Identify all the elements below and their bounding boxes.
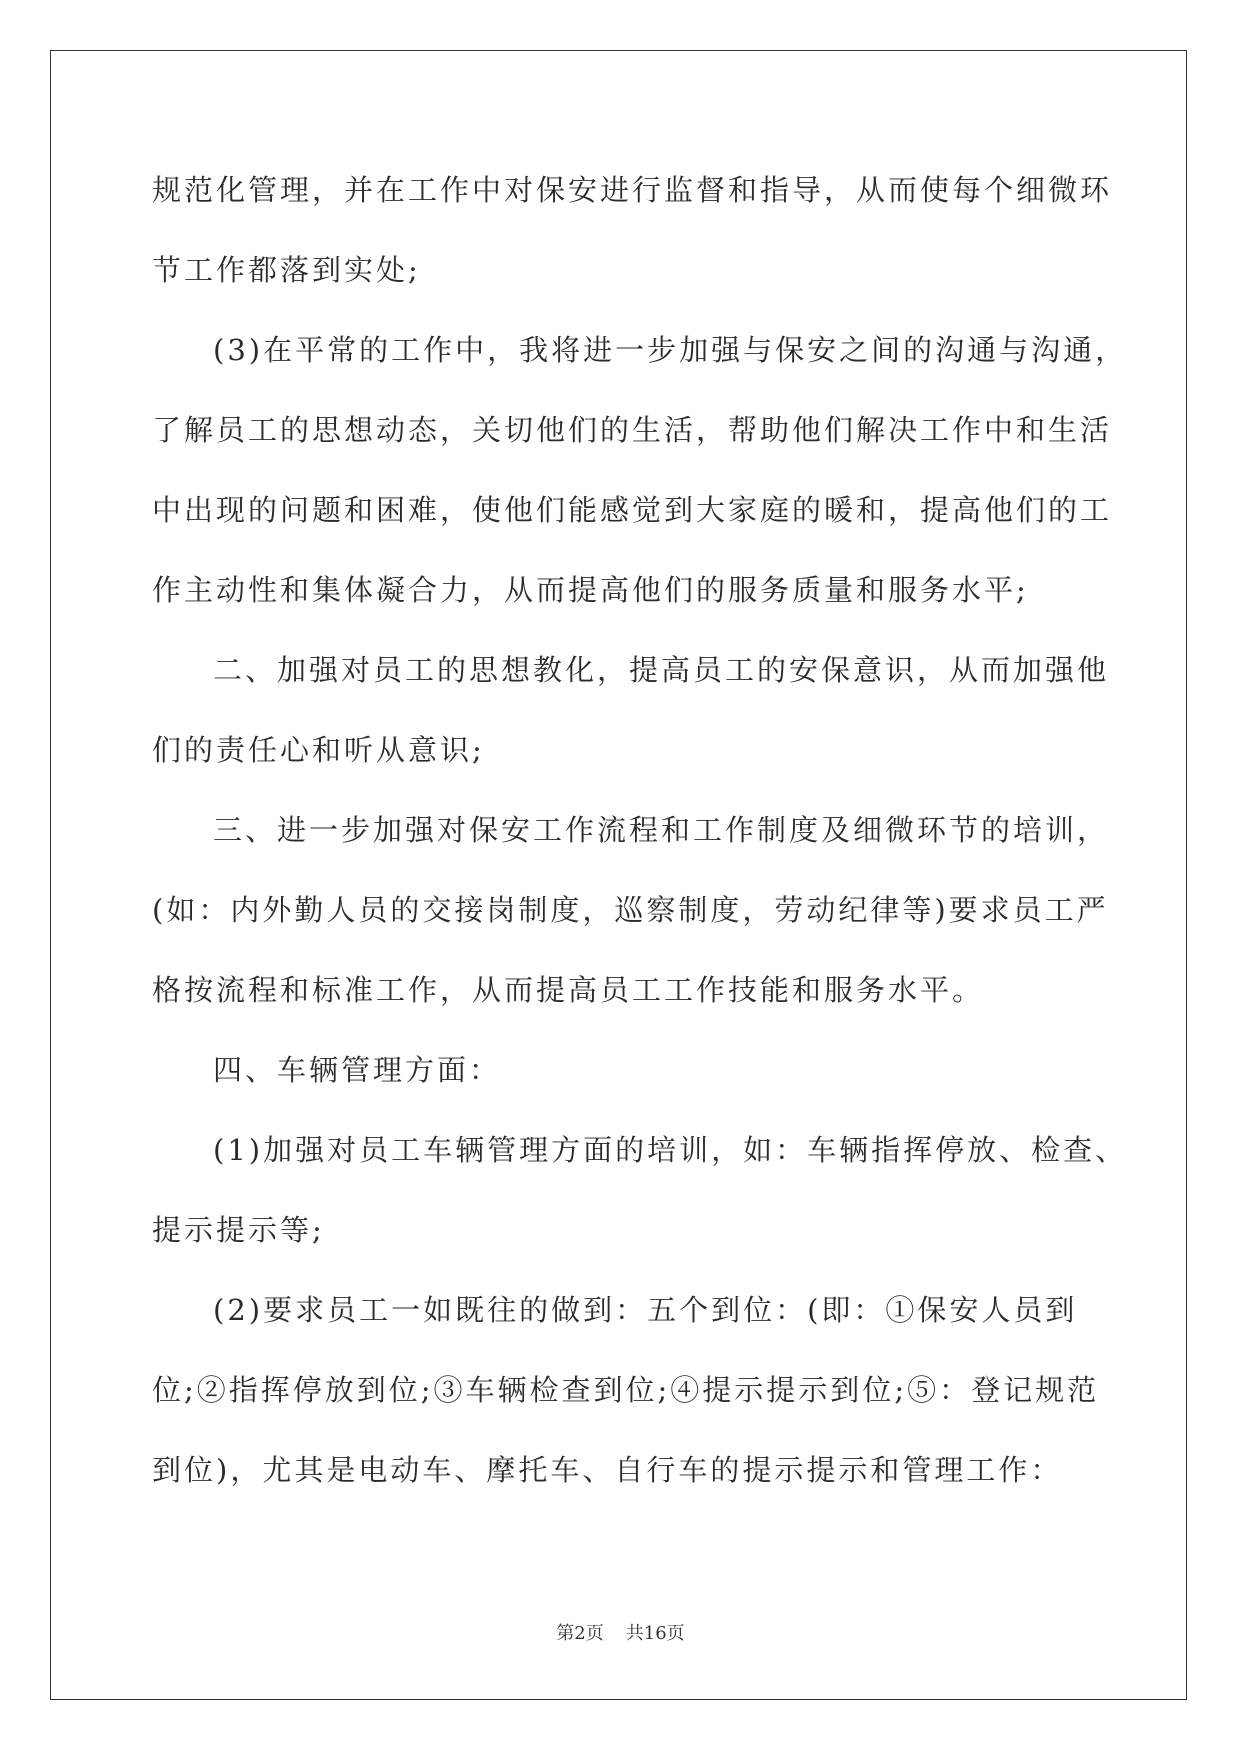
text-line: (2)要求员工一如既往的做到：五个到位：(即：①保安人员到 — [213, 1293, 1078, 1327]
text-line: (3)在平常的工作中，我将进一步加强与保安之间的沟通与沟通， — [213, 333, 1128, 367]
text-line: (1)加强对员工车辆管理方面的培训，如：车辆指挥停放、检查、 — [213, 1133, 1128, 1167]
text-line: 位;②指挥停放到位;③车辆检查到位;④提示提示到位;⑤：登记规范 — [152, 1373, 1100, 1407]
text-line: 节工作都落到实处; — [152, 253, 421, 287]
text-line: 二、加强对员工的思想教化，提高员工的安保意识，从而加强他 — [213, 653, 1110, 687]
text-line: 到位)，尤其是电动车、摩托车、自行车的提示提示和管理工作： — [152, 1453, 1063, 1487]
text-line: 三、进一步加强对保安工作流程和工作制度及细微环节的培训， — [213, 813, 1110, 847]
text-line: 提示提示等; — [152, 1213, 325, 1247]
text-line: 四、车辆管理方面： — [213, 1053, 502, 1087]
text-line: 作主动性和集体凝合力，从而提高他们的服务质量和服务水平; — [152, 573, 1029, 607]
text-line: 规范化管理，并在工作中对保安进行监督和指导，从而使每个细微环 — [152, 173, 1113, 207]
text-line: 格按流程和标准工作，从而提高员工工作技能和服务水平。 — [152, 973, 985, 1007]
text-line: 了解员工的思想动态，关切他们的生活，帮助他们解决工作中和生活 — [152, 413, 1113, 447]
page-footer — [0, 1622, 1241, 1646]
page-total: 共16页 — [625, 1623, 685, 1644]
text-line: (如：内外勤人员的交接岗制度，巡察制度，劳动纪律等)要求员工严 — [152, 893, 1109, 927]
page-number: 第2页 — [556, 1623, 604, 1644]
text-line: 们的责任心和听从意识; — [152, 733, 485, 767]
text-line: 中出现的问题和困难，使他们能感觉到大家庭的暖和，提高他们的工 — [152, 493, 1113, 527]
